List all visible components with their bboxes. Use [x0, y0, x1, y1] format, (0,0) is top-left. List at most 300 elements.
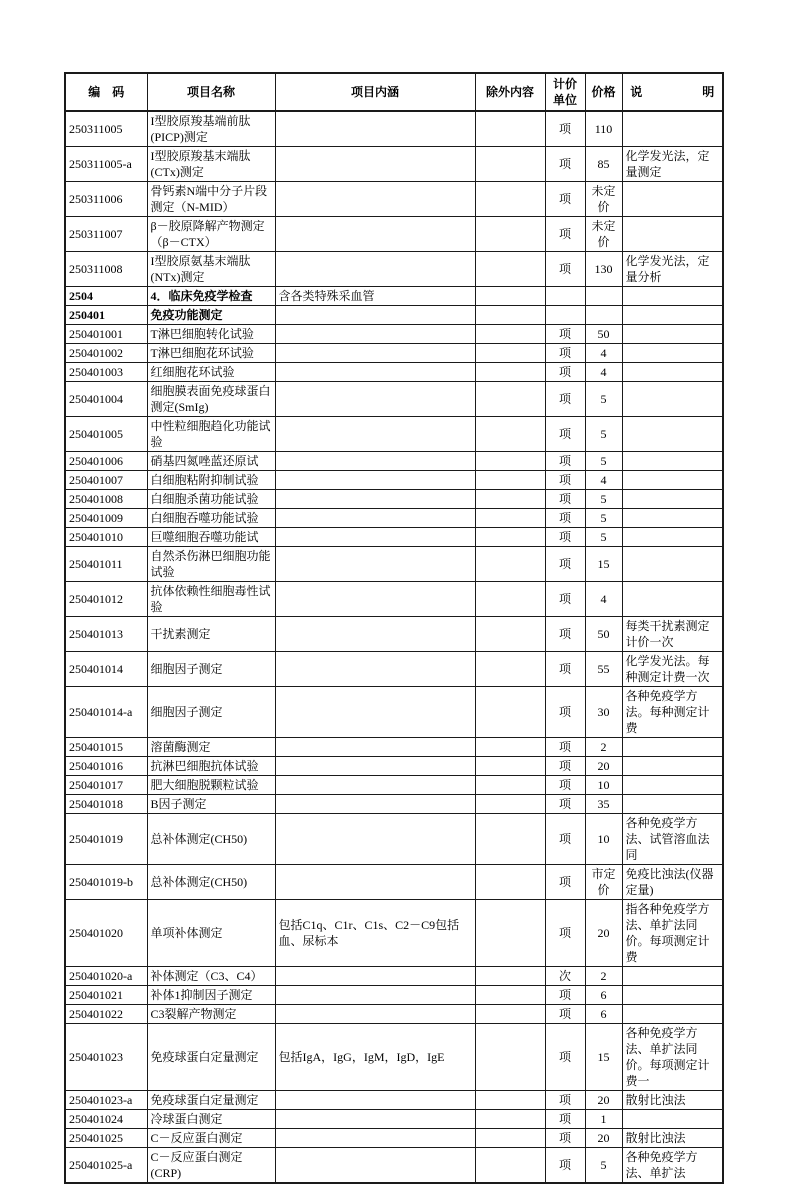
cell-unit: 项: [545, 1091, 585, 1110]
cell-price: 50: [585, 325, 622, 344]
cell-name: 总补体测定(CH50): [147, 814, 275, 865]
table-row: [65, 1024, 723, 1091]
table-row: [65, 382, 723, 417]
cell-unit: 项: [545, 1148, 585, 1184]
cell-excluded: [475, 490, 545, 509]
cell-excluded: [475, 528, 545, 547]
cell-unit: 项: [545, 865, 585, 900]
cell-price: 30: [585, 687, 622, 738]
cell-note: 各种免疫学方法、试管溶血法同: [622, 814, 723, 865]
cell-code: 250401011: [65, 547, 147, 582]
cell-unit: 项: [545, 1129, 585, 1148]
cell-excluded: [475, 547, 545, 582]
cell-content: [275, 1110, 475, 1129]
cell-code: 250401022: [65, 1005, 147, 1024]
cell-content: [275, 306, 475, 325]
cell-code: 250401013: [65, 617, 147, 652]
table-row: [65, 363, 723, 382]
table-row: [65, 111, 723, 147]
cell-price: 4: [585, 363, 622, 382]
cell-name: 红细胞花环试验: [147, 363, 275, 382]
cell-code: 250401002: [65, 344, 147, 363]
cell-price: 5: [585, 528, 622, 547]
cell-code: 250401008: [65, 490, 147, 509]
cell-content: [275, 1129, 475, 1148]
cell-price: [585, 287, 622, 306]
cell-excluded: [475, 582, 545, 617]
cell-content: [275, 652, 475, 687]
cell-price: 5: [585, 452, 622, 471]
table-row: [65, 776, 723, 795]
cell-note: [622, 1005, 723, 1024]
header-unit: 计价单位: [545, 73, 585, 111]
table-body: [65, 111, 723, 1183]
cell-name: 干扰素测定: [147, 617, 275, 652]
cell-price: 10: [585, 814, 622, 865]
cell-excluded: [475, 652, 545, 687]
cell-content: 含各类特殊采血管: [275, 287, 475, 306]
cell-excluded: [475, 217, 545, 252]
cell-excluded: [475, 452, 545, 471]
cell-content: [275, 147, 475, 182]
cell-excluded: [475, 865, 545, 900]
cell-note: [622, 344, 723, 363]
cell-code: 250401004: [65, 382, 147, 417]
cell-note: [622, 547, 723, 582]
table-row: [65, 528, 723, 547]
cell-price: 2: [585, 967, 622, 986]
table-row: [65, 967, 723, 986]
table-row: [65, 1148, 723, 1184]
cell-name: C3裂解产物测定: [147, 1005, 275, 1024]
cell-excluded: [475, 795, 545, 814]
cell-name: C－反应蛋白测定(CRP): [147, 1148, 275, 1184]
cell-name: 补体1抑制因子测定: [147, 986, 275, 1005]
cell-code: 250311007: [65, 217, 147, 252]
cell-note: 各种免疫学方法、单扩法: [622, 1148, 723, 1184]
cell-name: 巨噬细胞吞噬功能试: [147, 528, 275, 547]
cell-unit: 次: [545, 967, 585, 986]
cell-price: 5: [585, 382, 622, 417]
cell-price: 6: [585, 1005, 622, 1024]
cell-note: [622, 325, 723, 344]
cell-content: [275, 182, 475, 217]
cell-name: 免疫功能测定: [147, 306, 275, 325]
cell-price: 35: [585, 795, 622, 814]
cell-price: 未定价: [585, 217, 622, 252]
cell-excluded: [475, 382, 545, 417]
cell-name: B因子测定: [147, 795, 275, 814]
cell-content: [275, 417, 475, 452]
cell-code: 250401014-a: [65, 687, 147, 738]
cell-note: 各种免疫学方法、单扩法同价。每项测定计费一: [622, 1024, 723, 1091]
table-row: [65, 652, 723, 687]
table-row: [65, 865, 723, 900]
table-row: [65, 509, 723, 528]
cell-excluded: [475, 1129, 545, 1148]
cell-excluded: [475, 617, 545, 652]
cell-code: 250401023: [65, 1024, 147, 1091]
cell-price: 20: [585, 900, 622, 967]
cell-excluded: [475, 325, 545, 344]
cell-price: 1: [585, 1110, 622, 1129]
table-row: [65, 687, 723, 738]
cell-name: T淋巴细胞转化试验: [147, 325, 275, 344]
cell-content: [275, 452, 475, 471]
cell-name: 溶菌酶测定: [147, 738, 275, 757]
cell-unit: 项: [545, 325, 585, 344]
cell-content: 包括IgA，IgG，IgM，IgD，IgE: [275, 1024, 475, 1091]
cell-content: [275, 795, 475, 814]
cell-note: 化学发光法。每种测定计费一次: [622, 652, 723, 687]
cell-code: 250401005: [65, 417, 147, 452]
cell-excluded: [475, 147, 545, 182]
cell-name: 免疫球蛋白定量测定: [147, 1091, 275, 1110]
cell-price: 15: [585, 1024, 622, 1091]
cell-name: 白细胞杀菌功能试验: [147, 490, 275, 509]
cell-excluded: [475, 738, 545, 757]
cell-note: [622, 363, 723, 382]
header-note: 说 明: [622, 73, 723, 111]
cell-unit: 项: [545, 738, 585, 757]
cell-price: 2: [585, 738, 622, 757]
cell-name: 4．临床免疫学检查: [147, 287, 275, 306]
cell-name: 单项补体测定: [147, 900, 275, 967]
header-name: 项目名称: [147, 73, 275, 111]
table-row: [65, 986, 723, 1005]
cell-unit: 项: [545, 986, 585, 1005]
table-row: [65, 795, 723, 814]
cell-code: 250401023-a: [65, 1091, 147, 1110]
cell-content: [275, 776, 475, 795]
cell-note: [622, 528, 723, 547]
cell-unit: 项: [545, 1005, 585, 1024]
cell-content: [275, 986, 475, 1005]
cell-code: 250401020: [65, 900, 147, 967]
cell-excluded: [475, 509, 545, 528]
cell-code: 250401012: [65, 582, 147, 617]
cell-code: 250401003: [65, 363, 147, 382]
table-row: [65, 1091, 723, 1110]
cell-excluded: [475, 471, 545, 490]
cell-excluded: [475, 757, 545, 776]
cell-name: I型胶原氨基末端肽(NTx)测定: [147, 252, 275, 287]
cell-unit: 项: [545, 776, 585, 795]
cell-name: 细胞因子测定: [147, 652, 275, 687]
cell-unit: 项: [545, 528, 585, 547]
cell-name: 骨钙素N端中分子片段测定（N-MID）: [147, 182, 275, 217]
table-row: [65, 757, 723, 776]
cell-note: [622, 776, 723, 795]
cell-code: 250401006: [65, 452, 147, 471]
cell-note: [622, 986, 723, 1005]
cell-code: 250401017: [65, 776, 147, 795]
cell-unit: 项: [545, 547, 585, 582]
cell-price: 20: [585, 1091, 622, 1110]
cell-note: [622, 417, 723, 452]
cell-content: [275, 738, 475, 757]
cell-name: I型胶原羧基末端肽(CTx)测定: [147, 147, 275, 182]
cell-unit: 项: [545, 182, 585, 217]
cell-note: [622, 452, 723, 471]
table-row: [65, 547, 723, 582]
cell-name: 肥大细胞脱颗粒试验: [147, 776, 275, 795]
table-row: [65, 306, 723, 325]
cell-code: 250401025: [65, 1129, 147, 1148]
cell-note: 指各种免疫学方法、单扩法同价。每项测定计费: [622, 900, 723, 967]
cell-price: 85: [585, 147, 622, 182]
cell-price: 110: [585, 111, 622, 147]
cell-name: 抗淋巴细胞抗体试验: [147, 757, 275, 776]
table-row: [65, 900, 723, 967]
cell-name: 细胞因子测定: [147, 687, 275, 738]
table-row: [65, 252, 723, 287]
header-code: 编 码: [65, 73, 147, 111]
cell-name: I型胶原羧基端前肽(PICP)测定: [147, 111, 275, 147]
cell-code: 250401018: [65, 795, 147, 814]
cell-code: 250311005-a: [65, 147, 147, 182]
cell-note: [622, 382, 723, 417]
cell-unit: 项: [545, 471, 585, 490]
cell-content: [275, 217, 475, 252]
table-row: [65, 1129, 723, 1148]
cell-price: 20: [585, 757, 622, 776]
table-row: [65, 452, 723, 471]
cell-name: 自然杀伤淋巴细胞功能试验: [147, 547, 275, 582]
cell-code: 250311008: [65, 252, 147, 287]
cell-unit: 项: [545, 111, 585, 147]
cell-content: [275, 111, 475, 147]
cell-unit: 项: [545, 252, 585, 287]
cell-unit: [545, 306, 585, 325]
cell-code: 250401014: [65, 652, 147, 687]
cell-code: 250401001: [65, 325, 147, 344]
cell-code: 250401021: [65, 986, 147, 1005]
cell-content: [275, 363, 475, 382]
table-row: [65, 287, 723, 306]
cell-name: T淋巴细胞花环试验: [147, 344, 275, 363]
table-row: [65, 182, 723, 217]
cell-unit: 项: [545, 582, 585, 617]
cell-unit: 项: [545, 1110, 585, 1129]
table-row: [65, 325, 723, 344]
cell-name: 中性粒细胞趋化功能试验: [147, 417, 275, 452]
cell-excluded: [475, 252, 545, 287]
cell-note: [622, 967, 723, 986]
cell-price: 55: [585, 652, 622, 687]
cell-excluded: [475, 1005, 545, 1024]
table-row: [65, 147, 723, 182]
table-row: [65, 417, 723, 452]
header-row: [65, 73, 723, 111]
cell-note: [622, 1110, 723, 1129]
cell-note: 化学发光法，定量分析: [622, 252, 723, 287]
cell-note: 免疫比浊法(仪器定量): [622, 865, 723, 900]
header-excluded: 除外内容: [475, 73, 545, 111]
cell-excluded: [475, 814, 545, 865]
price-table: [64, 72, 724, 1184]
cell-code: 250401009: [65, 509, 147, 528]
table-row: [65, 1005, 723, 1024]
cell-unit: 项: [545, 900, 585, 967]
cell-unit: 项: [545, 417, 585, 452]
cell-content: [275, 252, 475, 287]
cell-unit: 项: [545, 363, 585, 382]
cell-price: 6: [585, 986, 622, 1005]
cell-content: [275, 528, 475, 547]
cell-unit: 项: [545, 617, 585, 652]
table-row: [65, 738, 723, 757]
cell-content: [275, 325, 475, 344]
cell-note: [622, 217, 723, 252]
cell-unit: 项: [545, 687, 585, 738]
table-row: [65, 617, 723, 652]
cell-name: β－胶原降解产物测定（β－CTX）: [147, 217, 275, 252]
cell-price: 4: [585, 344, 622, 363]
cell-note: 每类干扰素测定计价一次: [622, 617, 723, 652]
cell-excluded: [475, 1091, 545, 1110]
header-price: 价格: [585, 73, 622, 111]
cell-price: 10: [585, 776, 622, 795]
cell-price: 15: [585, 547, 622, 582]
cell-unit: 项: [545, 217, 585, 252]
cell-note: 各种免疫学方法。每种测定计费: [622, 687, 723, 738]
cell-content: [275, 1148, 475, 1184]
cell-note: [622, 182, 723, 217]
cell-content: [275, 617, 475, 652]
cell-unit: 项: [545, 344, 585, 363]
cell-content: [275, 547, 475, 582]
cell-code: 250401016: [65, 757, 147, 776]
cell-name: 白细胞吞噬功能试验: [147, 509, 275, 528]
cell-content: [275, 967, 475, 986]
cell-unit: 项: [545, 757, 585, 776]
cell-code: 250401007: [65, 471, 147, 490]
cell-excluded: [475, 111, 545, 147]
cell-price: 市定价: [585, 865, 622, 900]
cell-content: [275, 490, 475, 509]
cell-name: 硝基四氮唑蓝还原试: [147, 452, 275, 471]
cell-unit: 项: [545, 1024, 585, 1091]
cell-price: 5: [585, 509, 622, 528]
table-row: [65, 344, 723, 363]
cell-excluded: [475, 287, 545, 306]
cell-excluded: [475, 1148, 545, 1184]
cell-excluded: [475, 776, 545, 795]
cell-content: [275, 814, 475, 865]
cell-code: 250401015: [65, 738, 147, 757]
cell-content: [275, 1005, 475, 1024]
cell-code: 250401: [65, 306, 147, 325]
table-row: [65, 1110, 723, 1129]
cell-price: [585, 306, 622, 325]
cell-price: 5: [585, 490, 622, 509]
cell-note: [622, 471, 723, 490]
cell-code: 2504: [65, 287, 147, 306]
cell-note: [622, 738, 723, 757]
cell-code: 250401019-b: [65, 865, 147, 900]
cell-code: 250311006: [65, 182, 147, 217]
cell-code: 250401024: [65, 1110, 147, 1129]
cell-excluded: [475, 900, 545, 967]
cell-unit: 项: [545, 795, 585, 814]
cell-content: 包括C1q、C1r、C1s、C2－C9包括血、尿标本: [275, 900, 475, 967]
cell-excluded: [475, 182, 545, 217]
cell-price: 50: [585, 617, 622, 652]
cell-content: [275, 582, 475, 617]
cell-unit: [545, 287, 585, 306]
cell-excluded: [475, 1110, 545, 1129]
cell-note: 散射比浊法: [622, 1129, 723, 1148]
cell-unit: 项: [545, 814, 585, 865]
cell-content: [275, 687, 475, 738]
cell-price: 4: [585, 582, 622, 617]
cell-excluded: [475, 306, 545, 325]
cell-note: [622, 306, 723, 325]
cell-price: 5: [585, 1148, 622, 1184]
cell-name: 免疫球蛋白定量测定: [147, 1024, 275, 1091]
cell-note: [622, 111, 723, 147]
cell-note: [622, 757, 723, 776]
cell-code: 250401010: [65, 528, 147, 547]
cell-unit: 项: [545, 452, 585, 471]
cell-price: 5: [585, 417, 622, 452]
cell-content: [275, 1091, 475, 1110]
table-row: [65, 471, 723, 490]
cell-code: 250401020-a: [65, 967, 147, 986]
cell-unit: 项: [545, 147, 585, 182]
cell-unit: 项: [545, 652, 585, 687]
cell-price: 20: [585, 1129, 622, 1148]
cell-name: C－反应蛋白测定: [147, 1129, 275, 1148]
cell-excluded: [475, 417, 545, 452]
cell-price: 未定价: [585, 182, 622, 217]
cell-note: 散射比浊法: [622, 1091, 723, 1110]
table-row: [65, 814, 723, 865]
cell-price: 130: [585, 252, 622, 287]
table-row: [65, 490, 723, 509]
cell-name: 总补体测定(CH50): [147, 865, 275, 900]
cell-content: [275, 509, 475, 528]
cell-code: 250401019: [65, 814, 147, 865]
cell-content: [275, 757, 475, 776]
cell-code: 250311005: [65, 111, 147, 147]
cell-unit: 项: [545, 490, 585, 509]
cell-content: [275, 382, 475, 417]
cell-price: 4: [585, 471, 622, 490]
cell-excluded: [475, 344, 545, 363]
cell-content: [275, 865, 475, 900]
cell-note: [622, 582, 723, 617]
cell-note: [622, 795, 723, 814]
cell-unit: 项: [545, 509, 585, 528]
cell-content: [275, 344, 475, 363]
cell-excluded: [475, 967, 545, 986]
cell-name: 细胞膜表面免疫球蛋白测定(SmIg): [147, 382, 275, 417]
cell-name: 冷球蛋白测定: [147, 1110, 275, 1129]
cell-excluded: [475, 986, 545, 1005]
table-header: [65, 73, 723, 111]
cell-excluded: [475, 363, 545, 382]
cell-unit: 项: [545, 382, 585, 417]
table-row: [65, 582, 723, 617]
cell-excluded: [475, 1024, 545, 1091]
cell-note: [622, 509, 723, 528]
cell-content: [275, 471, 475, 490]
cell-note: [622, 490, 723, 509]
cell-note: 化学发光法，定量测定: [622, 147, 723, 182]
cell-name: 白细胞粘附抑制试验: [147, 471, 275, 490]
